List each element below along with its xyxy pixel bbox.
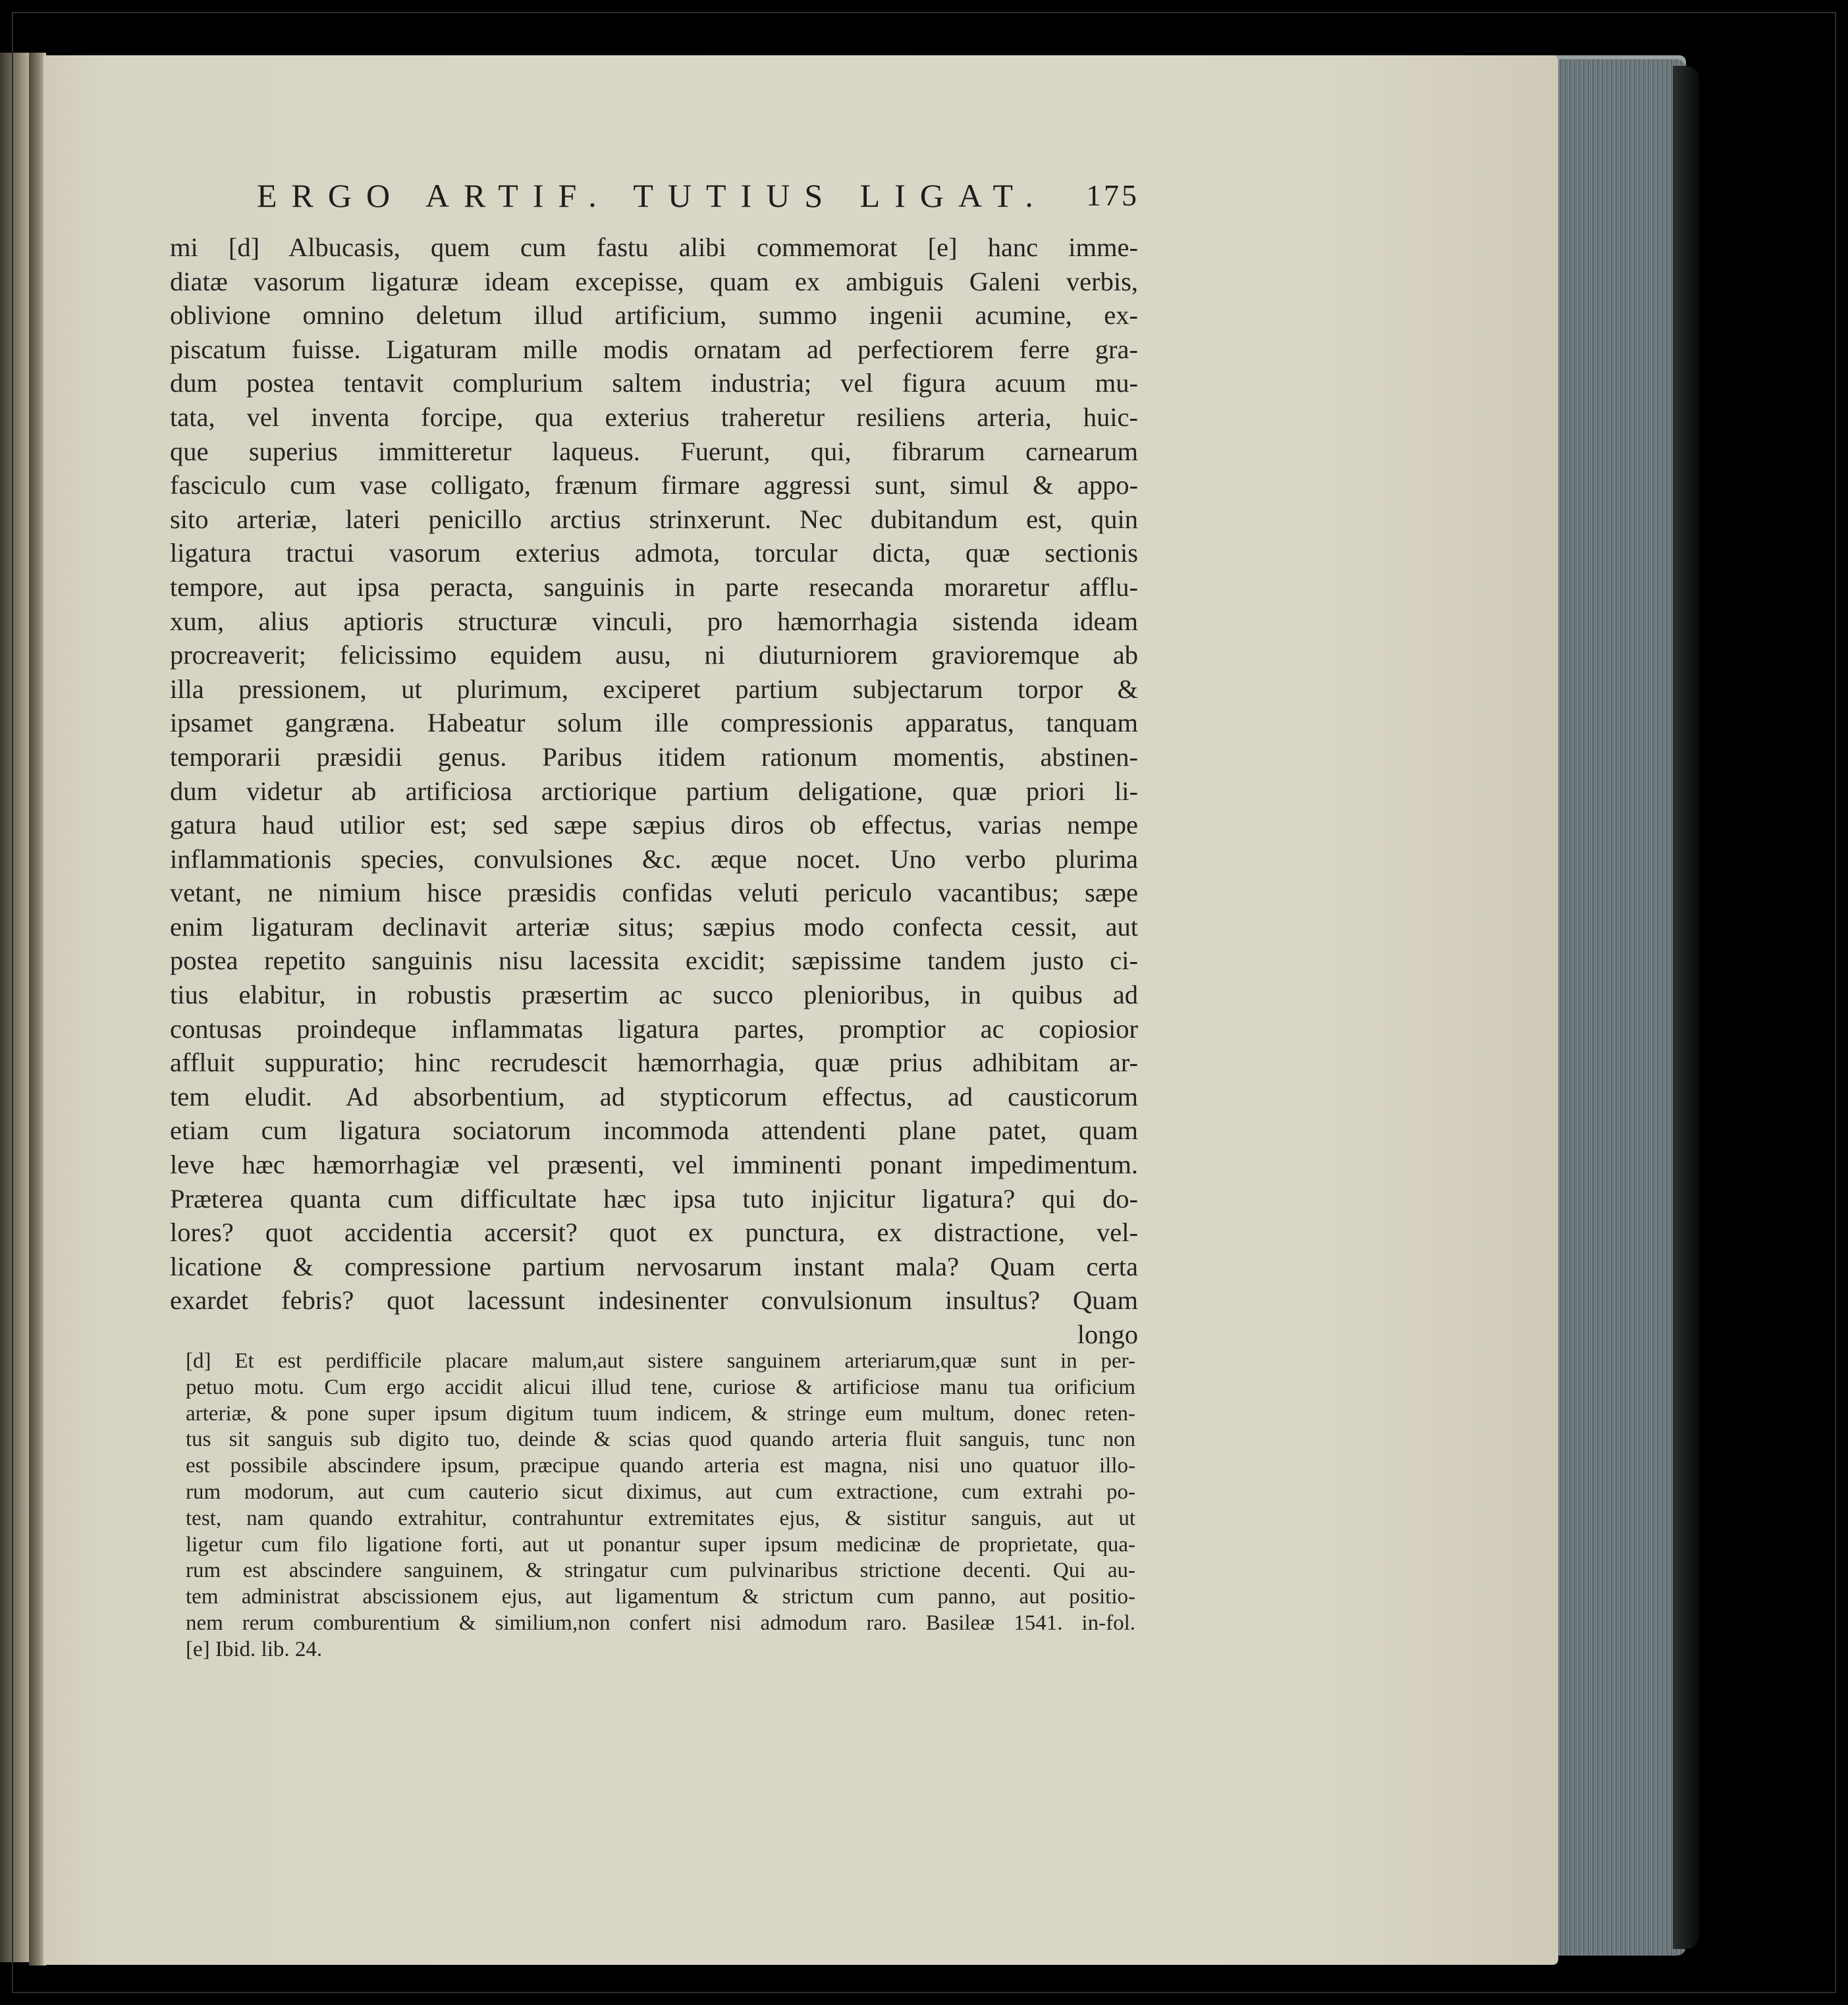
catchword: longo	[1077, 1320, 1138, 1349]
footnote-line: rum modorum, aut cum cauterio sicut diximus, aut cum extractione, cum extrahi po-	[186, 1480, 1135, 1504]
text-line: enim ligaturam declinavit arteriæ situs; sæpius modo confecta cessit, aut	[170, 911, 1138, 942]
text-line: sito arteriæ, lateri penicillo arctius strinxerunt. Nec dubitandum est, quin	[170, 504, 1138, 534]
footnote-line: nem rerum comburentium & similium,non confert nisi admodum raro. Basileæ 1541. in-fol.	[186, 1611, 1135, 1635]
text-line: temporarii præsidii genus. Paribus itidem rationum momentis, abstinen-	[170, 741, 1138, 772]
text-line: oblivione omnino deletum illud artificium, summo ingenii acumine, ex-	[170, 300, 1138, 331]
text-line: leve hæc hæmorrhagiæ vel præsenti, vel imminenti ponant impedimentum.	[170, 1150, 1138, 1180]
text-line: dum videtur ab artificiosa arctiorique partium deligatione, quæ priori li-	[170, 776, 1138, 806]
text-line: fasciculo cum vase colligato, frænum firmare aggressi sunt, simul & appo-	[170, 470, 1138, 500]
text-line: ipsamet gangræna. Habeatur solum ille compressionis apparatus, tanquam	[170, 708, 1138, 738]
text-line: xum, alius aptioris structuræ vinculi, pro hæmorrhagia sistenda ideam	[170, 606, 1138, 636]
text-line: inflammationis species, convulsiones &c. æque nocet. Uno verbo plurima	[170, 843, 1138, 874]
text-line: tempore, aut ipsa peracta, sanguinis in parte resecanda moraretur afflu-	[170, 572, 1138, 602]
running-head: ERGO ARTIF. TUTIUS LIGAT.	[257, 177, 1048, 214]
text-line: tata, vel inventa forcipe, qua exterius traheretur resiliens arteria, huic-	[170, 402, 1138, 432]
text-line: Præterea quanta cum difficultate hæc ipsa tuto injicitur ligatura? qui do-	[170, 1183, 1138, 1214]
footnote-line: rum est abscindere sanguinem, & stringatur cum pulvinaribus strictione decenti. Qui au-	[186, 1559, 1135, 1583]
text-line: etiam cum ligatura sociatorum incommoda attendenti plane patet, quam	[170, 1115, 1138, 1146]
fore-edge-shadow	[1673, 66, 1699, 1949]
footnotes	[186, 1349, 1135, 1663]
text-line: dum postea tentavit complurium saltem industria; vel figura acuum mu-	[170, 368, 1138, 398]
page-number: 175	[1086, 178, 1139, 212]
text-line: que superius immitteretur laqueus. Fuerunt, qui, fibrarum carnearum	[170, 436, 1138, 466]
text-line: ligatura tractui vasorum exterius admota, torcular dicta, quæ sectionis	[170, 538, 1138, 568]
main-text-block	[170, 230, 1138, 1352]
text-line: diatæ vasorum ligaturæ ideam excepisse, quam ex ambiguis Galeni verbis,	[170, 266, 1138, 296]
text-line: procreaverit; felicissimo equidem ausu, ni diuturniorem gravioremque ab	[170, 640, 1138, 670]
footnote-line: tem administrat abscissionem ejus, aut ligamentum & strictum cum panno, aut positio-	[186, 1585, 1135, 1609]
text-line: lores? quot accidentia accersit? quot ex punctura, ex distractione, vel-	[170, 1217, 1138, 1248]
text-line: licatione & compressione partium nervosarum instant mala? Quam certa	[170, 1251, 1138, 1281]
text-line: postea repetito sanguinis nisu lacessita excidit; sæpissime tandem justo ci-	[170, 946, 1138, 976]
page-header	[257, 176, 1139, 223]
text-line: mi [d] Albucasis, quem cum fastu alibi commemorat [e] hanc imme-	[170, 232, 1138, 262]
text-line: illa pressionem, ut plurimum, exciperet partium subjectarum torpor &	[170, 674, 1138, 704]
text-line: tem eludit. Ad absorbentium, ad stypticorum effectus, ad causticorum	[170, 1081, 1138, 1111]
text-line: vetant, ne nimium hisce præsidis confidas veluti periculo vacantibus; sæpe	[170, 878, 1138, 908]
footnote-line: arteriæ, & pone super ipsum digitum tuum indicem, & stringe eum multum, donec reten-	[186, 1401, 1135, 1426]
text-line: tius elabitur, in robustis præsertim ac succo plenioribus, in quibus ad	[170, 980, 1138, 1010]
text-line: contusas proindeque inflammatas ligatura partes, promptior ac copiosior	[170, 1013, 1138, 1044]
footnote-line: [d] Et est perdifficile placare malum,aut sistere sanguinem arteriarum,quæ sunt in per-	[186, 1349, 1135, 1373]
text-line: piscatum fuisse. Ligaturam mille modis ornatam ad perfectiorem ferre gra-	[170, 334, 1138, 364]
footnote-line: test, nam quando extrahitur, contrahuntur extremitates ejus, & sistitur sanguis, aut ut	[186, 1506, 1135, 1530]
footnote-line: ligetur cum filo ligatione forti, aut ut ponantur super ipsum medicinæ de proprietate, qua-	[186, 1532, 1135, 1557]
facing-page-edge	[0, 53, 30, 1962]
text-line: affluit suppuratio; hinc recrudescit hæmorrhagia, quæ prius adhibitam ar-	[170, 1048, 1138, 1078]
footnote-line: est possibile abscindere ipsum, præcipue quando arteria est magna, nisi uno quatuor illo-	[186, 1454, 1135, 1478]
text-line: gatura haud utilior est; sed sæpe sæpius diros ob effectus, varias nempe	[170, 810, 1138, 840]
footnote-line: [e] Ibid. lib. 24.	[186, 1637, 323, 1661]
footnote-line: petuo motu. Cum ergo accidit alicui illud tene, curiose & artificiose manu tua orificium	[186, 1375, 1135, 1399]
text-line: exardet febris? quot lacessunt indesinenter convulsionum insultus? Quam	[170, 1285, 1138, 1316]
footnote-line: tus sit sanguis sub digito tuo, deinde & scias quod quando arteria fluit sanguis, tunc non	[186, 1428, 1135, 1452]
